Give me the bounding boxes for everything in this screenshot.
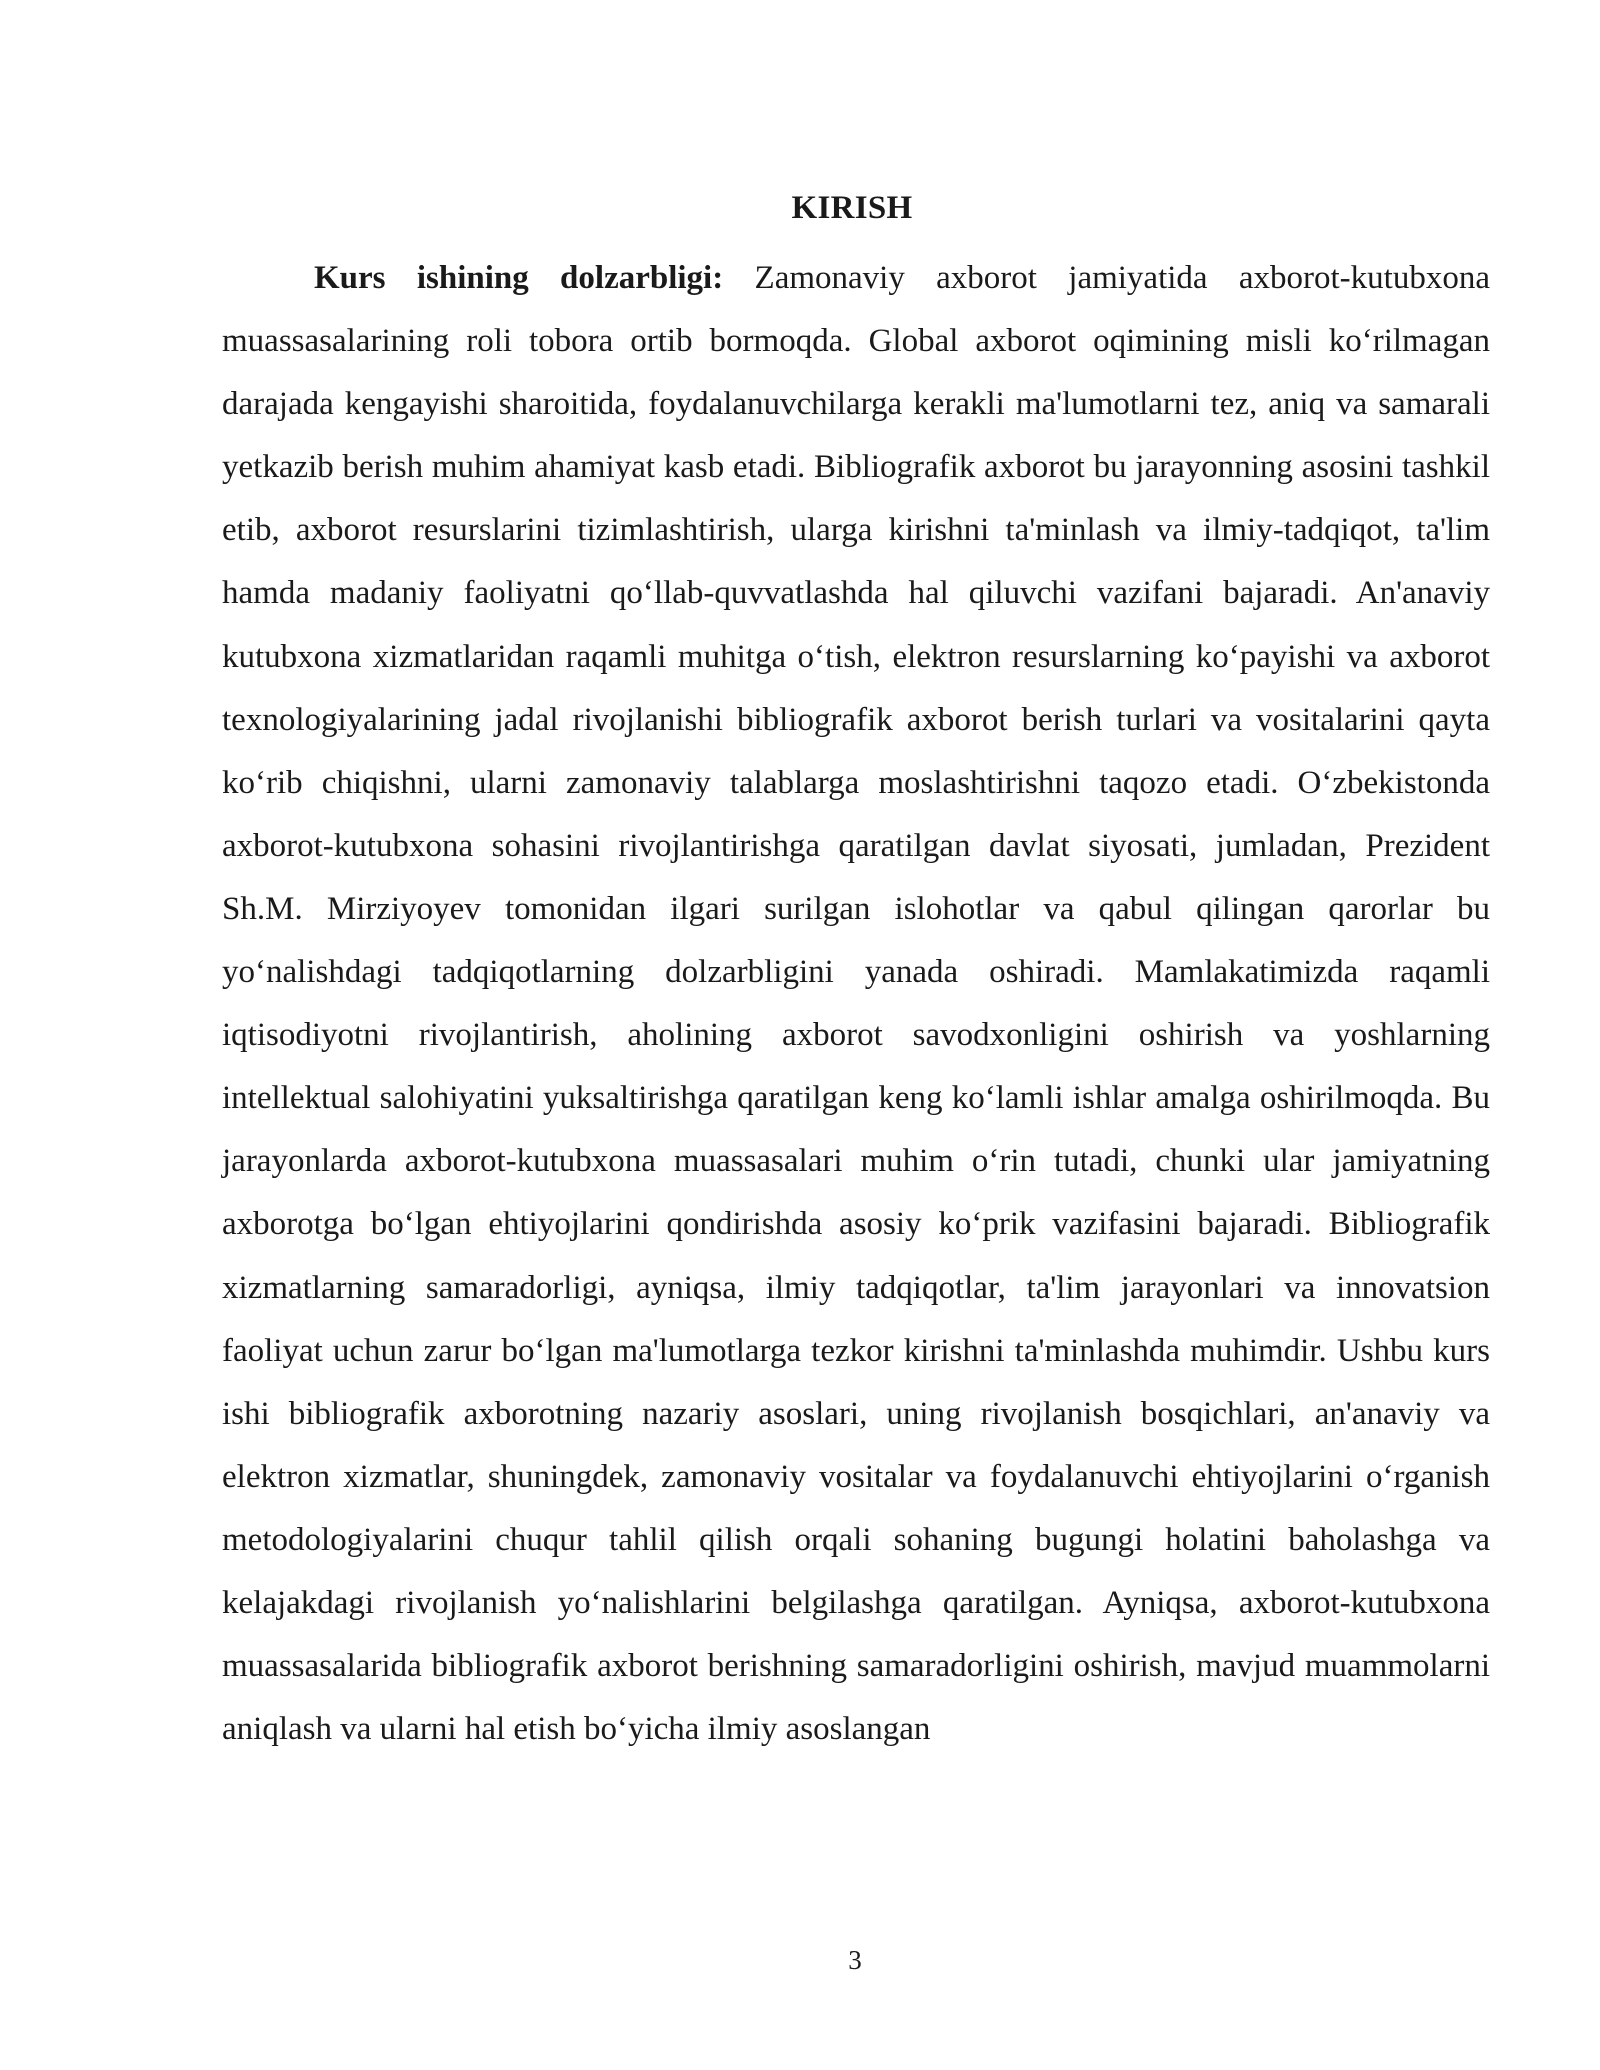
paragraph-text: Zamonaviy axborot jamiyatida axborot-kutubxona muassasalarining roli tobora ortib bormoqda. Global axborot oqimining misli ko‘rilmagan darajada kengayishi sharoitida, foydalanuvchilarga kerakli ma'lumotlarni tez, aniq va samarali yetkazib berish muhim ahamiyat kasb etadi. Bibliografik axborot bu jarayonning asosini tashkil etib, axborot resurslarini tizimlashtirish, ularga kirishni ta'minlash va ilmiy-tadqiqot, ta'lim hamda madaniy faoliyatni qo‘llab-quvvatlashda hal qiluvchi vazifani bajaradi. An'anaviy kutubxona xizmatlaridan raqamli muhitga o‘tish, elektron resurslarning ko‘payishi va axborot texnologiyalarining jadal rivojlanishi bibliografik axborot berish turlari va vositalarini qayta ko‘rib chiqishni, ularni zamonaviy talablarga moslashtirishni taqozo etadi. O‘zbekistonda axborot-kutubxona sohasini rivojlantirishga qaratilgan davlat siyosati, jumladan, Prezident Sh.M. Mirziyoyev tomonidan ilgari surilgan islohotlar va qabul qilingan qarorlar bu yo‘nalishdagi tadqiqotlarning dolzarbligini yanada oshiradi. Mamlakatimizda raqamli iqtisodiyotni rivojlantirish, aholining axborot savodxonligini oshirish va yoshlarning intellektual salohiyatini yuksaltirishga qaratilgan keng ko‘lamli ishlar amalga oshirilmoqda. Bu jarayonlarda axborot-kutubxona muassasalari muhim o‘rin tutadi, chunki ular jamiyatning axborotga bo‘lgan ehtiyojlarini qondirishda asosiy ko‘prik vazifasini bajaradi. Bibliografik xizmatlarning samaradorligi, ayniqsa, ilmiy tadqiqotlar, ta'lim jarayonlari va innovatsion faoliyat uchun zarur bo‘lgan ma'lumotlarga tezkor kirishni ta'minlashda muhimdir. Ushbu kurs ishi bibliografik axborotning nazariy asoslari, uning rivojlanish bosqichlari, an'anaviy va elektron xizmatlar, shuningdek, zamonaviy vositalar va foydalanuvchi ehtiyojlarini o‘rganish metodologiyalarini chuqur tahlil qilish orqali sohaning bugungi holatini baholashga va kelajakdagi rivojlanish yo‘nalishlarini belgilashga qaratilgan. Ayniqsa, axborot-kutubxona muassasalarida bibliografik axborot berishning samaradorligini oshirish, mavjud muammolarni aniqlash va ularni hal etish bo‘yicha ilmiy asoslangan	[222, 260, 1490, 1748]
section-heading: KIRISH	[791, 190, 913, 226]
page-number: 3	[848, 1945, 862, 1975]
body-paragraph	[222, 247, 1490, 1761]
paragraph-lead: Kurs ishining dolzarbligi:	[314, 260, 724, 296]
